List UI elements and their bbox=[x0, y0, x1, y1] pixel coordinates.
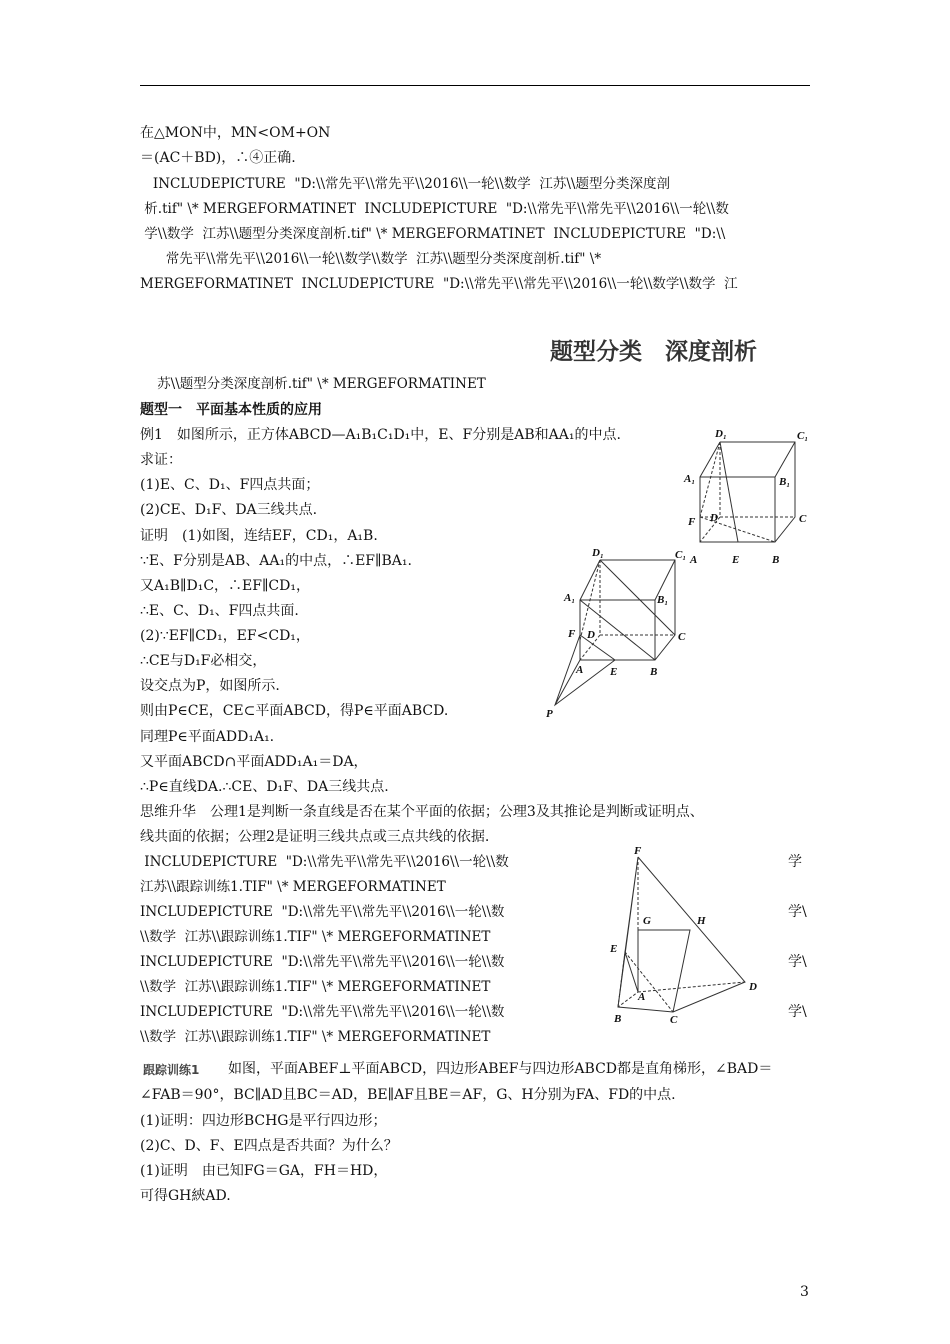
fig2-label: A bbox=[576, 664, 584, 676]
text-line: 学\ bbox=[788, 904, 807, 920]
text-line: ∴P∈直线DA.∴CE、D₁F、DA三线共点. bbox=[140, 779, 389, 795]
section-heading: 题型分类 深度剖析 bbox=[550, 339, 757, 365]
text-line: 在△MON中，MN<OM+ON bbox=[140, 125, 331, 141]
header-rule bbox=[140, 85, 810, 86]
text-line: 学\ bbox=[788, 954, 807, 970]
fig3-label: H bbox=[697, 915, 706, 927]
text-line: \\数学 江苏\\跟踪训练1.TIF" \* MERGEFORMATINET bbox=[140, 979, 491, 995]
text-line: (1)证明 由已知FG＝GA，FH＝HD， bbox=[140, 1163, 388, 1179]
text-line: 学\ bbox=[788, 1004, 807, 1020]
fig3-label: D bbox=[749, 981, 757, 993]
text-line: 求证： bbox=[140, 452, 182, 468]
text-line: ∵E、F分别是AB、AA₁的中点，∴EF∥BA₁. bbox=[140, 553, 412, 569]
subsection-heading: 题型一 平面基本性质的应用 bbox=[140, 402, 322, 418]
fig2-label: C bbox=[678, 631, 686, 643]
text-line: MERGEFORMATINET INCLUDEPICTURE "D:\\常先平\\常先平\\2016\\一轮\\数学\\数学 江 bbox=[140, 276, 738, 292]
fig3-label: C bbox=[670, 1014, 678, 1026]
text-line: INCLUDEPICTURE "D:\\常先平\\常先平\\2016\\一轮\\数 bbox=[140, 954, 505, 970]
text-line: (1)E、C、D₁、F四点共面； bbox=[140, 477, 320, 493]
fig2-label: E bbox=[610, 666, 618, 678]
tracking-figure bbox=[600, 842, 800, 1032]
text-line: 苏\\题型分类深度剖析.tif" \* MERGEFORMATINET bbox=[140, 376, 486, 392]
text-line: (2)C、D、F、E四点是否共面？为什么？ bbox=[140, 1138, 398, 1154]
fig1-label: E bbox=[732, 554, 740, 566]
text-line: (1)证明：四边形BCHG是平行四边形； bbox=[140, 1113, 387, 1129]
fig2-label: P bbox=[546, 708, 553, 720]
text-line: 又平面ABCD∩平面ADD₁A₁＝DA， bbox=[140, 754, 368, 770]
exercise-label: 跟踪训练1 bbox=[143, 1063, 200, 1077]
fig2-label: C₁ bbox=[675, 549, 687, 561]
fig3-label: A bbox=[638, 991, 646, 1003]
text-line: ∠FAB＝90°，BC∥AD且BC＝AD，BE∥AF且BE＝AF，G、H分别为FA、FD的中点. bbox=[140, 1087, 676, 1103]
text-line: ∴E、C、D₁、F四点共面. bbox=[140, 603, 299, 619]
text-line: INCLUDEPICTURE "D:\\常先平\\常先平\\2016\\一轮\\数 bbox=[140, 1004, 505, 1020]
fig1-label: D₁ bbox=[715, 428, 727, 440]
fig3-label: F bbox=[634, 845, 642, 857]
text-line: 设交点为P，如图所示. bbox=[140, 678, 280, 694]
fig1-label: D bbox=[710, 512, 718, 524]
fig3-label: B bbox=[614, 1013, 622, 1025]
fig1-label: A₁ bbox=[684, 473, 696, 485]
text-line: 析.tif" \* MERGEFORMATINET INCLUDEPICTURE "D:\\常先平\\常先平\\2016\\一轮\\数 bbox=[140, 201, 729, 217]
cube-figure-1 bbox=[680, 425, 815, 575]
fig2-label: B bbox=[650, 666, 658, 678]
text-line: 学 bbox=[788, 854, 802, 870]
text-line: (2)CE、D₁F、DA三线共点. bbox=[140, 502, 318, 518]
text-line: ∴CE与D₁F必相交， bbox=[140, 653, 267, 669]
text-line: 线共面的依据；公理2是证明三线共点或三点共线的依据. bbox=[140, 829, 490, 845]
fig2-label: A₁ bbox=[564, 592, 576, 604]
fig3-label: E bbox=[610, 943, 618, 955]
fig1-label: C bbox=[799, 513, 807, 525]
fig1-label: B₁ bbox=[779, 476, 791, 488]
fig2-label: D bbox=[587, 629, 595, 641]
text-line: 学\\数学 江苏\\题型分类深度剖析.tif" \* MERGEFORMATINET INCLUDEPICTURE "D:\\ bbox=[140, 226, 726, 242]
text-line: INCLUDEPICTURE "D:\\常先平\\常先平\\2016\\一轮\\数 bbox=[140, 904, 505, 920]
text-line: INCLUDEPICTURE "D:\\常先平\\常先平\\2016\\一轮\\数学 江苏\\题型分类深度剖 bbox=[140, 176, 670, 192]
fig1-label: F bbox=[688, 516, 696, 528]
text-line: 常先平\\常先平\\2016\\一轮\\数学\\数学 江苏\\题型分类深度剖析.tif" \* bbox=[140, 251, 602, 267]
fig2-label: B₁ bbox=[657, 594, 669, 606]
text-line: 则由P∈CE，CE⊂平面ABCD，得P∈平面ABCD. bbox=[140, 703, 449, 719]
fig1-label: C₁ bbox=[797, 430, 809, 442]
text-line: ＝(AC＋BD)，∴④正确. bbox=[140, 150, 296, 166]
text-line: 例1 如图所示，正方体ABCD—A₁B₁C₁D₁中，E、F分别是AB和AA₁的中点. bbox=[140, 427, 621, 443]
fig1-label: A bbox=[690, 554, 698, 566]
text-line: 证明 (1)如图，连结EF，CD₁，A₁B. bbox=[140, 528, 378, 544]
text-line: 同理P∈平面ADD₁A₁. bbox=[140, 729, 275, 745]
text-line: (2)∵EF∥CD₁，EF<CD₁， bbox=[140, 628, 310, 644]
text-line: \\数学 江苏\\跟踪训练1.TIF" \* MERGEFORMATINET bbox=[140, 929, 491, 945]
fig1-label: B bbox=[772, 554, 780, 566]
text-line: 可得GH綊AD. bbox=[140, 1188, 231, 1204]
page-number: 3 bbox=[800, 1284, 809, 1300]
fig2-label: F bbox=[568, 628, 576, 640]
text-line: 又A₁B∥D₁C，∴EF∥CD₁， bbox=[140, 578, 310, 594]
text-line: INCLUDEPICTURE "D:\\常先平\\常先平\\2016\\一轮\\数 bbox=[140, 854, 509, 870]
text-line: 思维升华 公理1是判断一条直线是否在某个平面的依据；公理3及其推论是判断或证明点、 bbox=[140, 804, 704, 820]
cube-figure-2 bbox=[540, 545, 700, 725]
text-line: \\数学 江苏\\跟踪训练1.TIF" \* MERGEFORMATINET bbox=[140, 1029, 491, 1045]
text-line: 江苏\\跟踪训练1.TIF" \* MERGEFORMATINET bbox=[140, 879, 446, 895]
fig3-label: G bbox=[643, 915, 651, 927]
fig2-label: D₁ bbox=[592, 547, 604, 559]
text-line: 如图，平面ABEF⊥平面ABCD，四边形ABEF与四边形ABCD都是直角梯形，∠BAD＝ bbox=[228, 1061, 773, 1077]
